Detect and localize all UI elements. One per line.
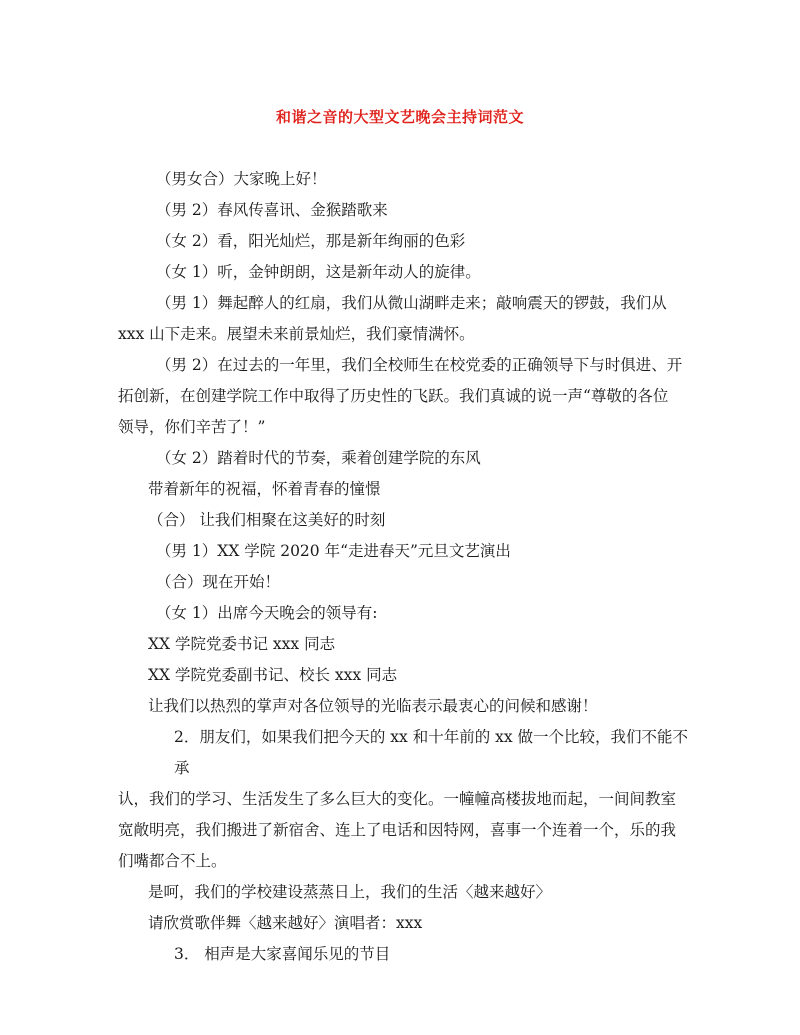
paragraph-line: 是呵，我们的学校建设蒸蒸日上，我们的生活〈越来越好〉 xyxy=(148,883,552,901)
paragraph-line: xxx 山下走来。展望未来前景灿烂，我们豪情满怀。 xyxy=(118,325,475,343)
paragraph-line: XX 学院党委副书记、校长 xxx 同志 xyxy=(148,666,398,684)
paragraph-line: （女 1）听，金钟朗朗，这是新年动人的旋律。 xyxy=(156,263,481,281)
paragraph-line: （女 1）出席今天晚会的领导有: xyxy=(156,604,378,622)
paragraph-line: 让我们以热烈的掌声对各位领导的光临表示最衷心的问候和感谢！ xyxy=(148,697,598,715)
paragraph-line: （男 1）XX 学院 2020 年“走进春天”元旦文艺演出 xyxy=(156,542,511,560)
paragraph-line: （男 1）舞起醉人的红扇，我们从微山湖畔走来；敲响震天的锣鼓，我们从 xyxy=(156,294,667,312)
document-body xyxy=(118,164,696,970)
paragraph-line: 拓创新，在创建学院工作中取得了历史性的飞跃。我们真诚的说一声“尊敬的各位 xyxy=(118,387,669,405)
document-title: 和谐之音的大型文艺晚会主持词范文 xyxy=(275,108,524,126)
paragraph-line: 3． 相声是大家喜闻乐见的节目 xyxy=(174,945,391,963)
paragraph-line: 请欣赏歌伴舞〈越来越好〉演唱者：xxx xyxy=(148,914,423,932)
paragraph-line: （女 2）踏着时代的节奏，乘着创建学院的东风 xyxy=(156,449,481,467)
paragraph-line: 带着新年的祝福，怀着青春的憧憬 xyxy=(148,480,381,498)
paragraph-line: （女 2）看，阳光灿烂，那是新年绚丽的色彩 xyxy=(156,232,466,250)
paragraph-line: （男女合）大家晚上好！ xyxy=(156,170,327,188)
paragraph-line: XX 学院党委书记 xxx 同志 xyxy=(148,635,336,653)
paragraph-line: （男 2）春风传喜讯、金猴踏歌来 xyxy=(156,201,388,219)
paragraph-line: （合）现在开始！ xyxy=(156,573,281,591)
paragraph-line: 2．朋友们，如果我们把今天的 xx 和十年前的 xx 做一个比较，我们不能不承 xyxy=(174,728,689,777)
paragraph-line: 们嘴都合不上。 xyxy=(118,852,227,870)
paragraph-line: （合） 让我们相聚在这美好的时刻 xyxy=(148,511,386,529)
paragraph-line: 宽敞明亮，我们搬进了新宿舍、连上了电话和因特网，喜事一个连着一个，乐的我 xyxy=(118,821,677,839)
paragraph-line: （男 2）在过去的一年里，我们全校师生在校党委的正确领导下与时俱进、开 xyxy=(156,356,683,374)
paragraph-line: 领导，你们辛苦了！” xyxy=(118,418,266,436)
paragraph-line: 认，我们的学习、生活发生了多么巨大的变化。一幢幢高楼拔地而起，一间间教室 xyxy=(118,790,677,808)
